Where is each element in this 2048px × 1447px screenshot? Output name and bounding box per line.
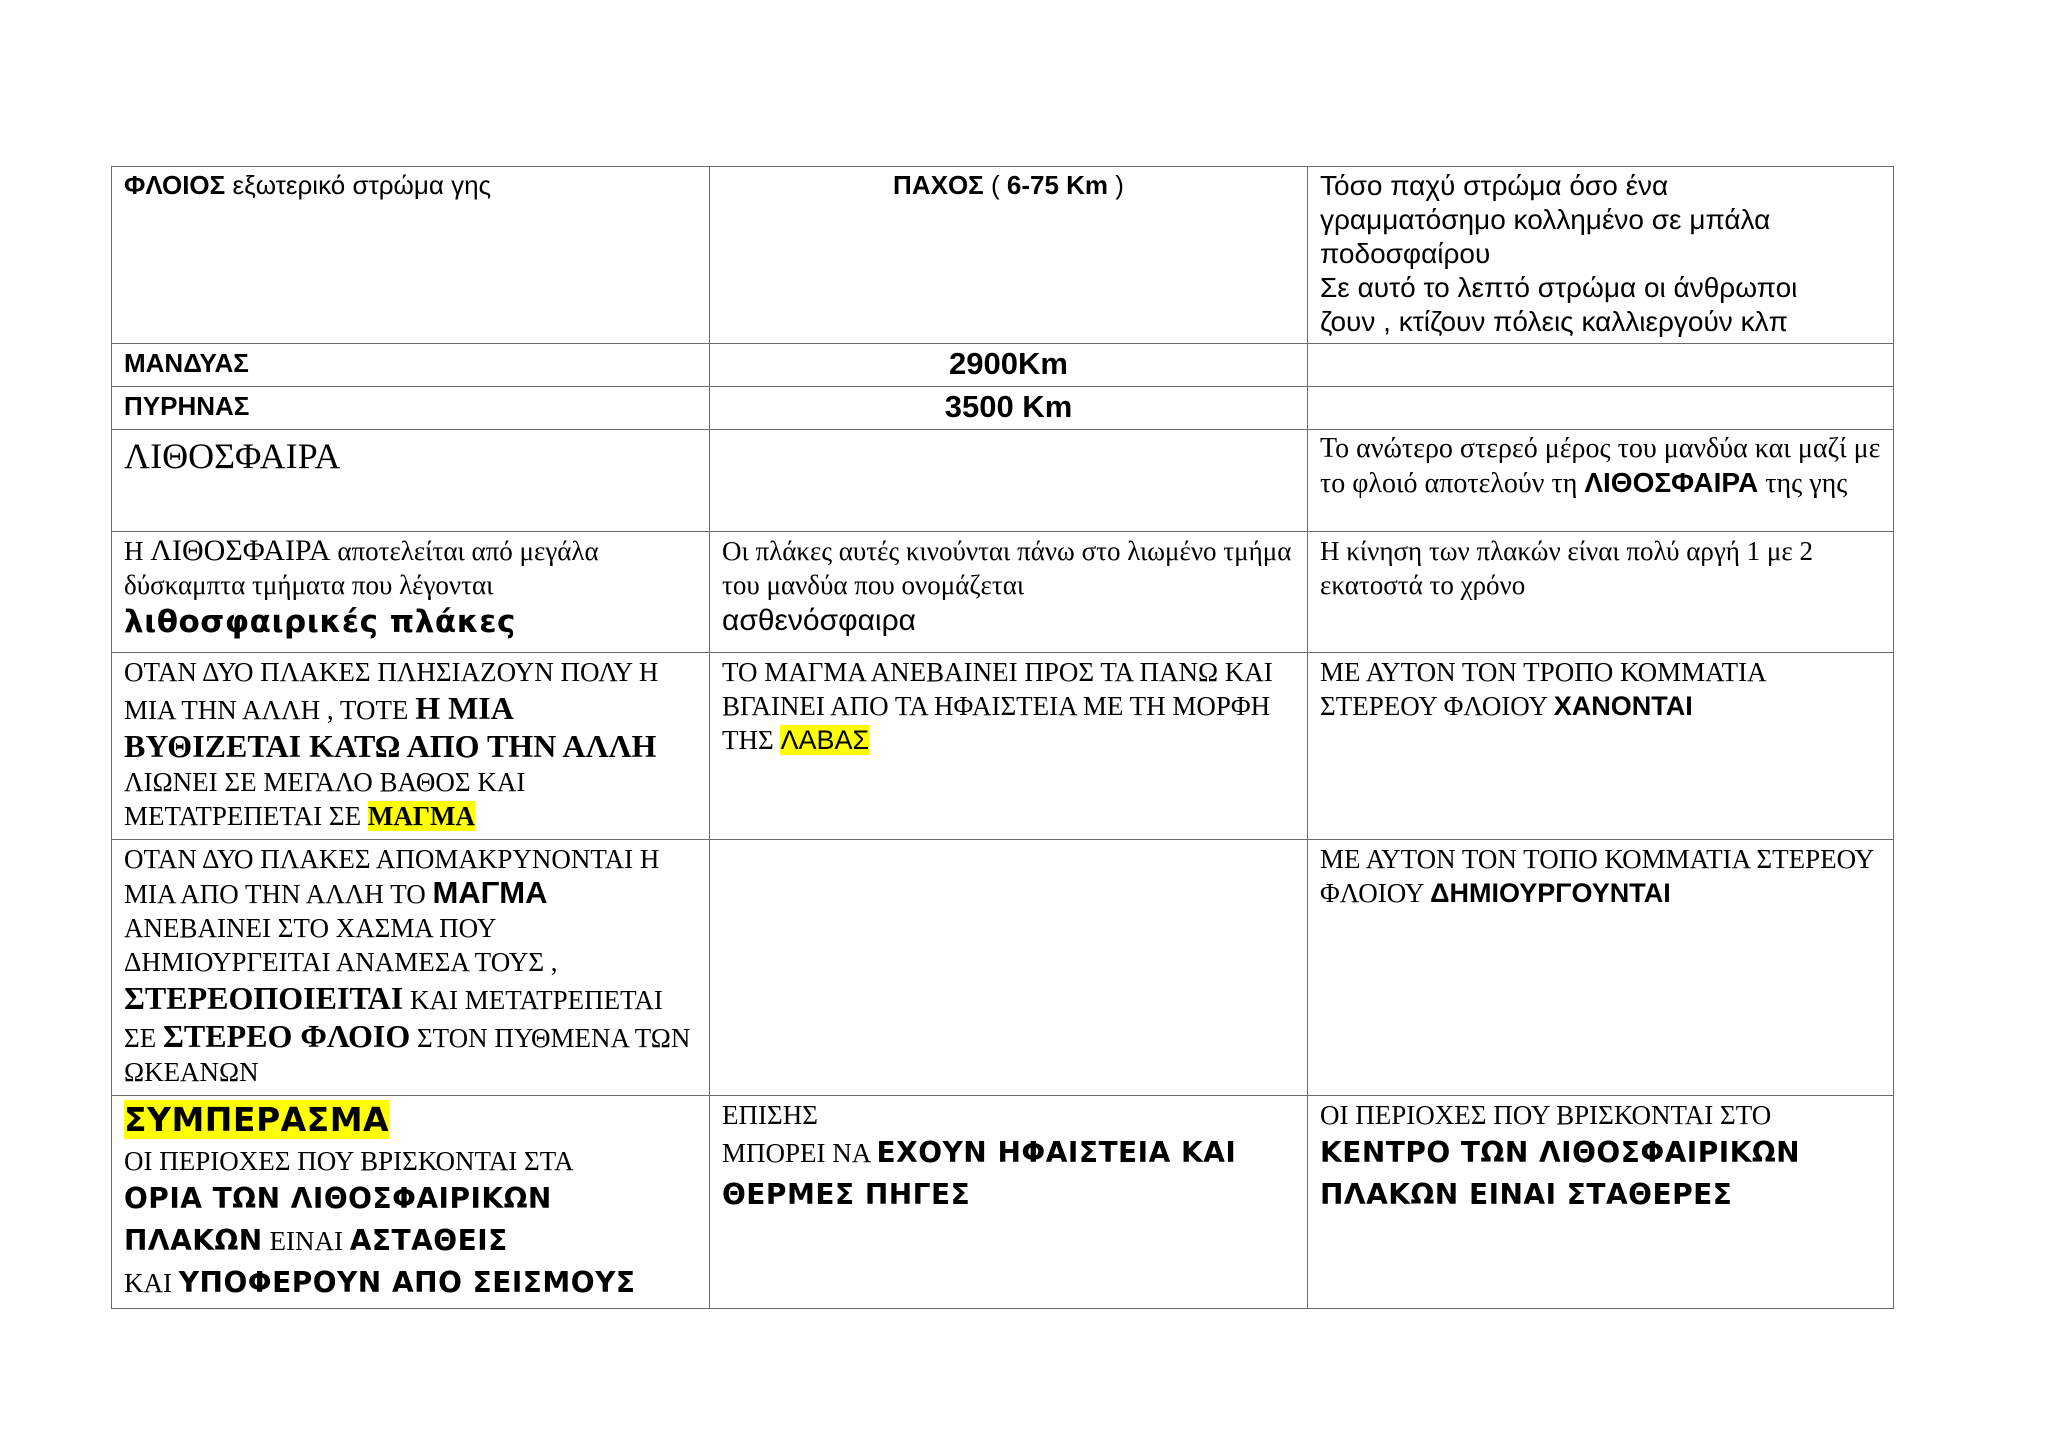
magma-highlight: ΜΑΓΜΑ	[367, 801, 476, 831]
cell-asthenosphere-desc	[710, 532, 1308, 653]
also-text: ΕΠΙΣΗΣ	[722, 1100, 818, 1130]
analogy-line: γραμματόσημο κολλημένο σε μπάλα	[1320, 204, 1771, 235]
convergent-text: ΟΤΑΝ ΔΥΟ ΠΛΑΚΕΣ ΠΛΗΣΙΑΖΟΥΝ ΠΟΛΥ Η ΜΙΑ ΤΗΝ ΑΛΛΗ , ΤΟΤΕ	[124, 657, 659, 725]
conclusion-heading: ΣΥΜΠΕΡΑΣΜΑ	[124, 1100, 390, 1139]
cell-crust-label	[112, 167, 710, 344]
cell-empty	[710, 430, 1308, 532]
cell-core-label	[112, 387, 710, 430]
convergent-bold: Η ΜΙΑ ΒΥΘΙΖΕΤΑΙ ΚΑΤΩ ΑΠΟ ΤΗΝ ΑΛΛΗ	[124, 690, 657, 764]
lithosphere-desc-end: της γης	[1758, 468, 1848, 499]
mantle-thickness-value: 2900Km	[949, 346, 1068, 381]
crust-created-term: ΔΗΜΙΟΥΡΓΟΥΝΤΑΙ	[1430, 878, 1671, 908]
divergent-text: ΣΤΟΝ ΠΥΘΜΕΝΑ ΤΩΝ ΩΚΕΑΝΩΝ	[124, 1023, 691, 1087]
asthenosphere-term: ασθενόσφαιρα	[722, 604, 916, 637]
table-row	[112, 344, 1894, 387]
conclusion-plate-boundaries: ΟΡΙΑ ΤΩΝ ΛΙΘΟΣΦΑΙΡΙΚΩΝ ΠΛΑΚΩΝ	[124, 1182, 552, 1257]
analogy-line: ζουν , κτίζουν πόλεις καλλιεργούν κλπ	[1320, 306, 1788, 337]
thickness-paren-close: )	[1108, 170, 1124, 200]
stable-term: ΚΕΝΤΡΟ ΤΩΝ ΛΙΘΟΣΦΑΙΡΙΚΩΝ ΠΛΑΚΩΝ ΕΙΝΑΙ ΣΤΑΘΕΡΕΣ	[1320, 1136, 1801, 1211]
cell-crust-lost	[1308, 653, 1894, 840]
stable-text: ΟΙ ΠΕΡΙΟΧΕΣ ΠΟΥ ΒΡΙΣΚΟΝΤΑΙ ΣΤΟ	[1320, 1100, 1772, 1130]
lava-text: ΤΟ ΜΑΓΜΑ ΑΝΕΒΑΙΝΕΙ ΠΡΟΣ ΤΑ ΠΑΝΩ ΚΑΙ ΒΓΑΙΝΕΙ ΑΠΟ ΤΑ ΗΦΑΙΣΤΕΙΑ ΜΕ ΤΗ ΜΟΡΦΗ ΤΗΣ	[722, 657, 1273, 755]
divergent-magma: ΜΑΓΜΑ	[432, 875, 548, 910]
analogy-line: Τόσο παχύ στρώμα όσο ένα	[1320, 170, 1669, 201]
table-row	[112, 653, 1894, 840]
conclusion-unstable: ΑΣΤΑΘΕΙΣ	[349, 1224, 508, 1257]
table-row	[112, 167, 1894, 344]
divergent-text: ΚΑΙ ΜΕΤΑΤΡΕΠΕΤΑΙ ΣΕ	[124, 985, 663, 1053]
convergent-text: ΛΙΩΝΕΙ ΣΕ ΜΕΓΑΛΟ ΒΑΘΟΣ ΚΑΙ ΜΕΤΑΤΡΕΠΕΤΑΙ ΣΕ	[124, 767, 526, 831]
volcanoes-text: ΜΠΟΡΕΙ ΝΑ	[722, 1138, 877, 1168]
volcanoes-term: ΕΧΟΥΝ ΗΦΑΙΣΤΕΙΑ ΚΑΙ ΘΕΡΜΕΣ ΠΗΓΕΣ	[722, 1136, 1237, 1211]
lithosphere-desc-text: Το ανώτερο στερεό μέρος του μανδύα και μαζί με το φλοιό αποτελούν τη	[1320, 433, 1881, 499]
lithosphere-term: ΛΙΘΟΣΦΑΙΡΑ	[124, 436, 341, 476]
cell-plates-desc	[112, 532, 710, 653]
cell-stable-centers	[1308, 1096, 1894, 1309]
thickness-paren: (	[983, 170, 1007, 200]
table-row	[112, 840, 1894, 1096]
cell-plate-speed	[1308, 532, 1894, 653]
conclusion-earthquakes: ΥΠΟΦΕΡΟΥΝ ΑΠΟ ΣΕΙΣΜΟΥΣ	[178, 1266, 636, 1299]
crust-desc: εξωτερικό στρώμα γης	[225, 170, 492, 200]
core-term: ΠΥΡΗΝΑΣ	[124, 391, 250, 421]
cell-convergent-desc	[112, 653, 710, 840]
table-row	[112, 1096, 1894, 1309]
table-row	[112, 387, 1894, 430]
table-row	[112, 532, 1894, 653]
conclusion-text: ΟΙ ΠΕΡΙΟΧΕΣ ΠΟΥ ΒΡΙΣΚΟΝΤΑΙ ΣΤΑ	[124, 1146, 574, 1176]
cell-mantle-thickness	[710, 344, 1308, 387]
plates-term: λιθοσφαιρικές πλάκες	[124, 604, 516, 640]
cell-empty	[1308, 344, 1894, 387]
thickness-value: 6-75 Km	[1006, 170, 1109, 200]
cell-empty	[1308, 387, 1894, 430]
cell-conclusion	[112, 1096, 710, 1309]
table-row	[112, 430, 1894, 532]
asthenosphere-text: Οι πλάκες αυτές κινούνται πάνω στο λιωμένο τμήμα του μανδύα που ονομάζεται	[722, 536, 1292, 600]
divergent-text: ΟΤΑΝ ΔΥΟ ΠΛΑΚΕΣ ΑΠΟΜΑΚΡΥΝΟΝΤΑΙ Η ΜΙΑ ΑΠΟ ΤΗΝ ΑΛΛΗ ΤΟ	[124, 844, 660, 909]
plate-speed-text: Η κίνηση των πλακών είναι πολύ αργή 1 με 2 εκατοστά το χρόνο	[1320, 536, 1813, 600]
cell-thickness	[710, 167, 1308, 344]
cell-crust-analogy	[1308, 167, 1894, 344]
divergent-text: ΑΝΕΒΑΙΝΕΙ ΣΤΟ ΧΑΣΜΑ ΠΟΥ ΔΗΜΙΟΥΡΓΕΙΤΑΙ ΑΝΑΜΕΣΑ ΤΟΥΣ ,	[124, 913, 558, 977]
earth-layers-table	[111, 166, 1894, 1309]
crust-term: ΦΛΟΙΟΣ	[124, 170, 226, 200]
crust-lost-text: ΜΕ ΑΥΤΟΝ ΤΟΝ ΤΡΟΠΟ ΚΟΜΜΑΤΙΑ ΣΤΕΡΕΟΥ ΦΛΟΙΟΥ	[1320, 657, 1766, 721]
lithosphere-desc-term: ΛΙΘΟΣΦΑΙΡΑ	[1584, 467, 1759, 498]
plates-text: Η	[124, 536, 151, 566]
conclusion-text: ΚΑΙ	[124, 1268, 179, 1298]
analogy-line: ποδοσφαίρου	[1320, 238, 1491, 269]
cell-empty	[710, 840, 1308, 1096]
mantle-term: ΜΑΝΔΥΑΣ	[124, 348, 249, 378]
cell-core-thickness	[710, 387, 1308, 430]
plates-text: αποτελείται από μεγάλα δύσκαμπτα τμήματα που λέγονται	[124, 536, 599, 600]
cell-volcanoes	[710, 1096, 1308, 1309]
crust-lost-term: ΧΑΝΟΝΤΑΙ	[1553, 691, 1693, 721]
conclusion-text: ΕΙΝΑΙ	[262, 1226, 350, 1256]
cell-crust-created	[1308, 840, 1894, 1096]
cell-mantle-label	[112, 344, 710, 387]
cell-lava-desc	[710, 653, 1308, 840]
cell-lithosphere-desc	[1308, 430, 1894, 532]
cell-divergent-desc	[112, 840, 710, 1096]
divergent-solidifies: ΣΤΕΡΕΟΠΟΙΕΙΤΑΙ	[124, 980, 404, 1016]
thickness-term: ΠΑΧΟΣ	[893, 170, 984, 200]
divergent-solid-crust: ΣΤΕΡΕΟ ΦΛΟΙΟ	[162, 1018, 411, 1054]
core-thickness-value: 3500 Km	[944, 389, 1073, 424]
crust-created-text: ΜΕ ΑΥΤΟΝ ΤΟΝ ΤΟΠΟ ΚΟΜΜΑΤΙΑ ΣΤΕΡΕΟΥ ΦΛΟΙΟΥ	[1320, 844, 1874, 908]
cell-lithosphere-label	[112, 430, 710, 532]
analogy-line: Σε αυτό το λεπτό στρώμα οι άνθρωποι	[1320, 272, 1798, 303]
plates-lithosphere-term: ΛΙΘΟΣΦΑΙΡΑ	[150, 534, 331, 567]
lava-highlight: ΛΑΒΑΣ	[780, 725, 870, 755]
